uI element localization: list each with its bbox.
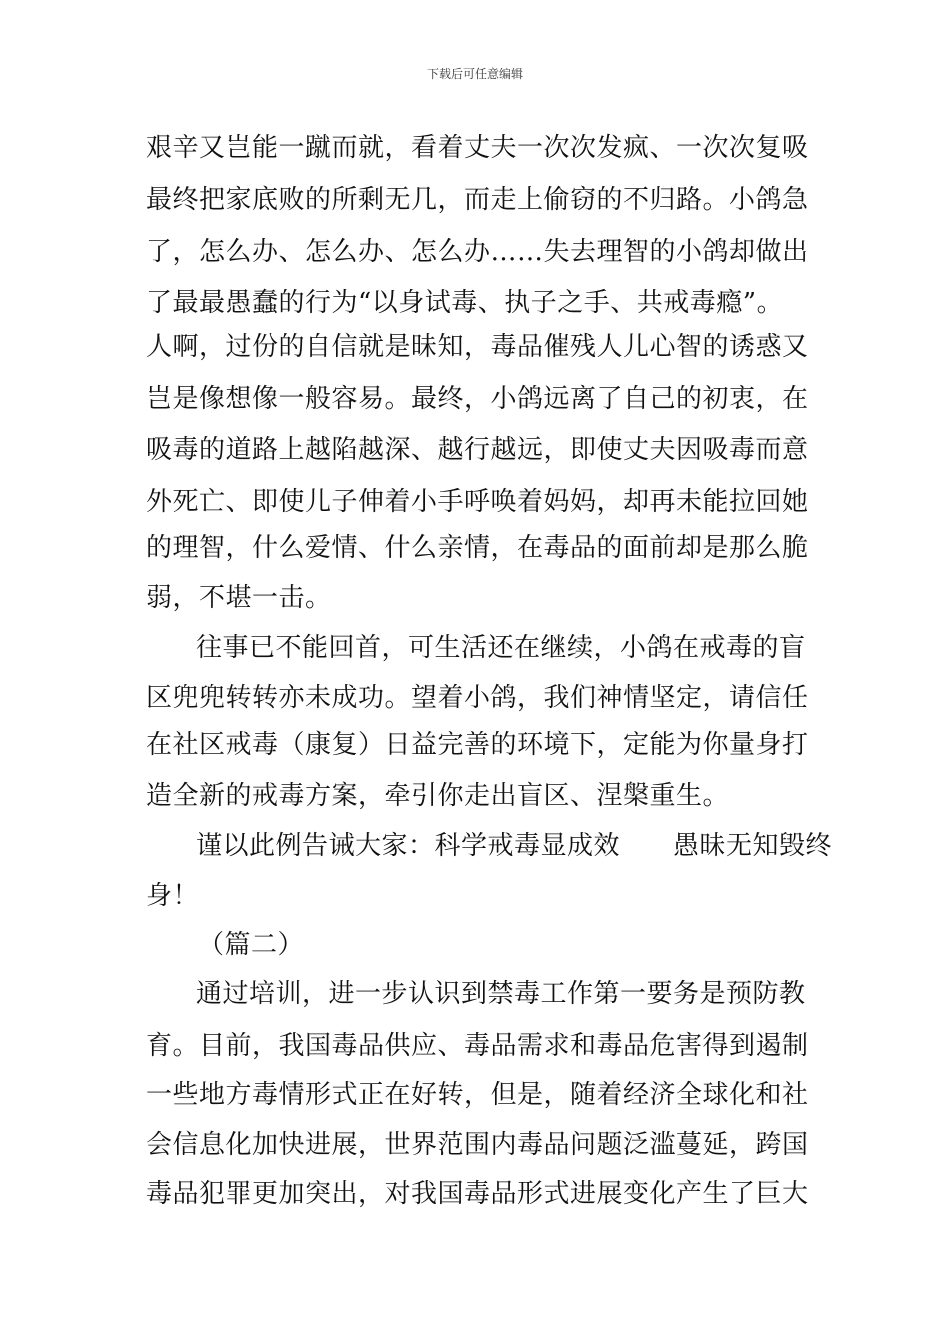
section-heading: （篇二） <box>198 930 305 960</box>
text-line: 弱，不堪一击。 <box>146 583 332 613</box>
text-line: 吸毒的道路上越陷越深、越行越远，即使丈夫因吸毒而意 <box>146 435 809 465</box>
text-line: 外死亡、即使儿子伸着小手呼唤着妈妈，却再未能拉回她 <box>146 487 809 517</box>
text-line: 了最最愚蠢的行为“以身试毒、执子之手、共戒毒瘾”。 <box>146 288 784 318</box>
text-line: 艰辛又岂能一蹴而就，看着丈夫一次次发疯、一次次复吸 <box>146 133 809 163</box>
text-line: 造全新的戒毒方案，牵引你走出盲区、涅槃重生。 <box>146 781 730 811</box>
text-line: 毒品犯罪更加突出，对我国毒品形式进展变化产生了巨大 <box>146 1179 809 1209</box>
text-line: 通过培训，进一步认识到禁毒工作第一要务是预防教 <box>196 979 806 1009</box>
text-line: 岂是像想像一般容易。最终，小鸽远离了自己的初衷，在 <box>146 384 809 414</box>
text-line: 最终把家底败的所剩无几，而走上偷窃的不归路。小鸽急 <box>146 185 809 215</box>
text-line: 一些地方毒情形式正在好转，但是，随着经济全球化和社 <box>146 1080 809 1110</box>
text-line: 了，怎么办、怎么办、怎么办……失去理智的小鸽却做出 <box>146 237 809 267</box>
text-line: 会信息化加快进展，世界范围内毒品问题泛滥蔓延，跨国 <box>146 1130 809 1160</box>
text-line: 人啊，过份的自信就是昧知，毒品催残人儿心智的诱惑又 <box>146 332 809 362</box>
text-line: 育。目前，我国毒品供应、毒品需求和毒品危害得到遏制 <box>146 1031 809 1061</box>
text-line: 在社区戒毒（康复）日益完善的环境下，定能为你量身打 <box>146 730 809 760</box>
text-line: 的理智，什么爱情、什么亲情，在毒品的面前却是那么脆 <box>146 533 809 563</box>
text-line: 身！ <box>146 881 200 911</box>
text-line: 谨以此例告诫大家：科学戒毒显成效 愚昧无知毁终 <box>196 831 833 861</box>
page-header: 下载后可任意编辑 <box>426 67 523 81</box>
text-line: 往事已不能回首，可生活还在继续，小鸽在戒毒的盲 <box>196 633 806 663</box>
text-line: 区兜兜转转亦未成功。望着小鸽，我们神情坚定，请信任 <box>146 683 809 713</box>
